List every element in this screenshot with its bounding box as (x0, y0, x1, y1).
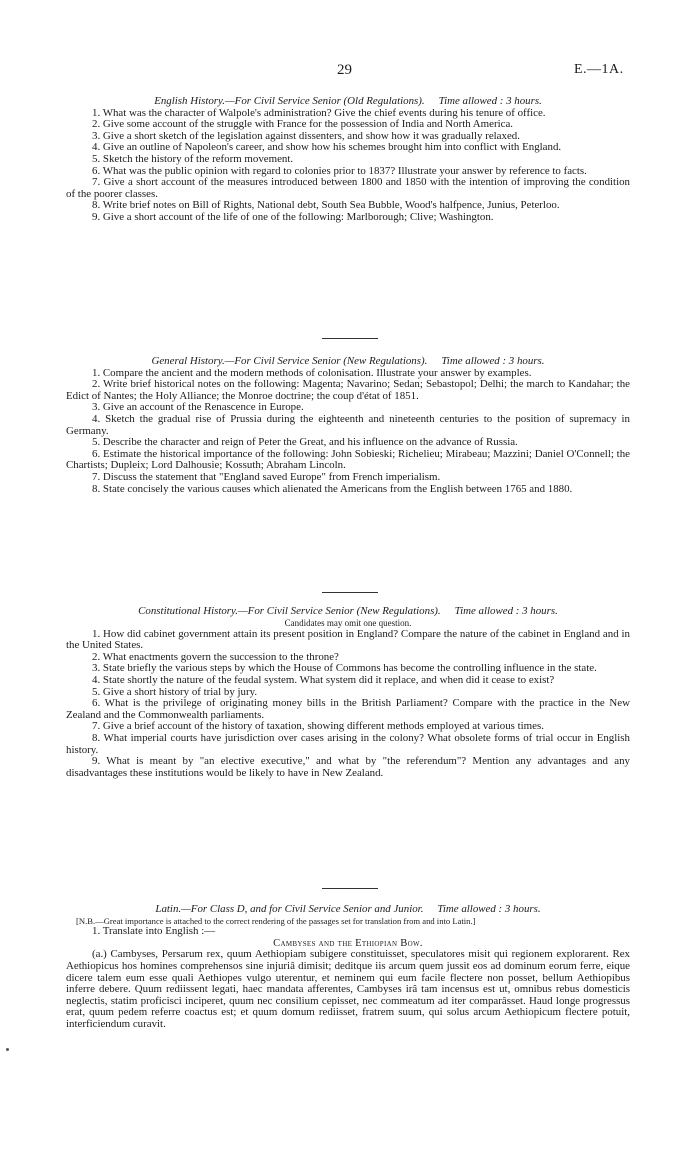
section-latin (66, 904, 630, 1031)
question: 2. What enactments govern the succession to the throne? (92, 650, 339, 663)
section-title (66, 356, 630, 368)
document-reference: E.—1A. (574, 62, 624, 77)
section-heading: General History.—For Civil Service Senior (New Regulations). (151, 355, 428, 367)
section-english-history (66, 96, 630, 224)
section-note: Candidates may omit one question. (284, 617, 412, 628)
question: 7. Give a short account of the measures introduced between 1800 and 1850 with the intention of improving the condition of the poorer classes. (66, 176, 630, 200)
section-general-history (66, 356, 630, 495)
question: 7. Discuss the statement that "England saved Europe" from French imperialism. (92, 470, 441, 483)
time-allowed: Time allowed : 3 hours. (437, 903, 541, 915)
time-allowed: Time allowed : 3 hours. (454, 605, 558, 617)
question: 1. Compare the ancient and the modern methods of colonisation. Illustrate your answer by examples. (92, 366, 532, 379)
page-number: 29 (337, 62, 352, 78)
question: 1. Translate into English :— (92, 925, 216, 938)
page-header (0, 62, 700, 82)
question: 4. Give an outline of Napoleon's career, and show how his schemes brought him into conflict with England. (92, 141, 562, 154)
question: 5. Describe the character and reign of Peter the Great, and his influence on the advance of Russia. (92, 436, 518, 449)
question: 1. How did cabinet government attain its present position in England? Compare the nature of the cabinet in England and in the United States. (66, 627, 630, 652)
section-constitutional-history (66, 606, 630, 779)
section-title (66, 96, 630, 108)
question: 6. What is the privilege of originating money bills in the British Parliament? Compare with the practice in the New Zealand and the Commonwealth parliaments. (66, 697, 630, 721)
section-divider (322, 888, 378, 889)
time-allowed: Time allowed : 3 hours. (441, 355, 545, 367)
section-title (66, 904, 630, 916)
question: 3. State briefly the various steps by which the House of Commons has become the controlling influence in the state. (92, 662, 597, 675)
question: 2. Write brief historical notes on the following: Magenta; Navarino; Sedan; Sebastopol; Delhi; the march to Kandahar; the Edict of Nantes; the Holy Alliance; the Monroe doctrine; the coup d'état of 1851. (66, 378, 630, 402)
section-heading: English History.—For Civil Service Senior (Old Regulations). (154, 95, 425, 107)
question: 2. Give some account of the struggle with France for the possession of India and North America. (92, 118, 513, 131)
question: 7. Give a brief account of the history of taxation, showing different methods employed at various times. (92, 720, 544, 733)
question: 4. Sketch the gradual rise of Prussia during the eighteenth and nineteenth centuries to the position of supremacy in Germany. (66, 412, 630, 437)
time-allowed: Time allowed : 3 hours. (438, 95, 542, 107)
latin-passage: (a.) Cambyses, Persarum rex, quum Aethiopiam subigere constituisset, speculatores misit qui regionem explorarent. Rex Aethiopicus hos homines comprehensos sine injuriâ dimisit; deditque iis arcum quem jussit eos ad dominum eorum ferre, eique dicere talem eum esse quali Aethiopes vulgo uterentur, et neminem qui eum facile flectere non posset, bellum Aethiopibus inferre debere. Quum rediissent legati, haec mandata afferentes, Cambyses irâ tam incensus est ut, omnibus rebus domesticis neglectis, statim proficisci inciperet, quum nec consilium cepisset, nec commeatum ad iter comparâsset. Haud longe progressus erat, quum pedem referre coactus est; et quum domum rediisset, fratrem suum, qui solus arcum Aethiopicum flectere potuit, interficiendum curavit. (66, 948, 630, 1030)
question: 6. Estimate the historical importance of the following: John Sobieski; Richelieu; Mirabeau; Mazzini; Daniel O'Connell; the Chartists; Dupleix; Lord Dalhousie; Kossuth; Abraham Lincoln. (66, 447, 630, 472)
question: 4. State shortly the nature of the feudal system. What system did it replace, and when did it cease to exist? (92, 673, 555, 686)
question: 8. What imperial courts have jurisdiction over cases arising in the colony? What obsolete forms of trial occur in English history. (66, 731, 630, 756)
question: 8. Write brief notes on Bill of Rights, National debt, South Sea Bubble, Wood's halfpence, Junius, Peterloo. (92, 199, 560, 212)
margin-mark (6, 1048, 9, 1051)
passage-heading: Cambyses and the Ethiopian Bow. (273, 937, 423, 949)
section-heading: Latin.—For Class D, and for Civil Service Senior and Junior. (155, 903, 424, 915)
section-divider (322, 338, 378, 339)
question: 6. What was the public opinion with regard to colonies prior to 1837? Illustrate your answer by reference to facts. (92, 164, 587, 177)
question: 5. Give a short history of trial by jury. (92, 685, 258, 698)
section-title (66, 606, 630, 618)
section-heading: Constitutional History.—For Civil Service Senior (New Regulations). (138, 605, 441, 617)
section-divider (322, 592, 378, 593)
section-note: [N.B.—Great importance is attached to the correct rendering of the passages set for translation from and into Latin.] (76, 915, 476, 926)
question: 1. What was the character of Walpole's administration? Give the chief events during his tenure of office. (92, 106, 546, 119)
question: 3. Give a short sketch of the legislation against dissenters, and show how it was gradually relaxed. (92, 129, 520, 142)
question: 5. Sketch the history of the reform movement. (92, 152, 294, 165)
question: 9. What is meant by "an elective executive," and what by "the referendum"? Mention any advantages and any disadvantages these institutions would be likely to have in New Zealand. (66, 755, 630, 779)
question: 9. Give a short account of the life of one of the following: Marlborough; Clive; Washington. (92, 210, 494, 223)
question: 3. Give an account of the Renascence in Europe. (92, 401, 304, 414)
question: 8. State concisely the various causes which alienated the Americans from the English between 1765 and 1880. (92, 482, 573, 495)
